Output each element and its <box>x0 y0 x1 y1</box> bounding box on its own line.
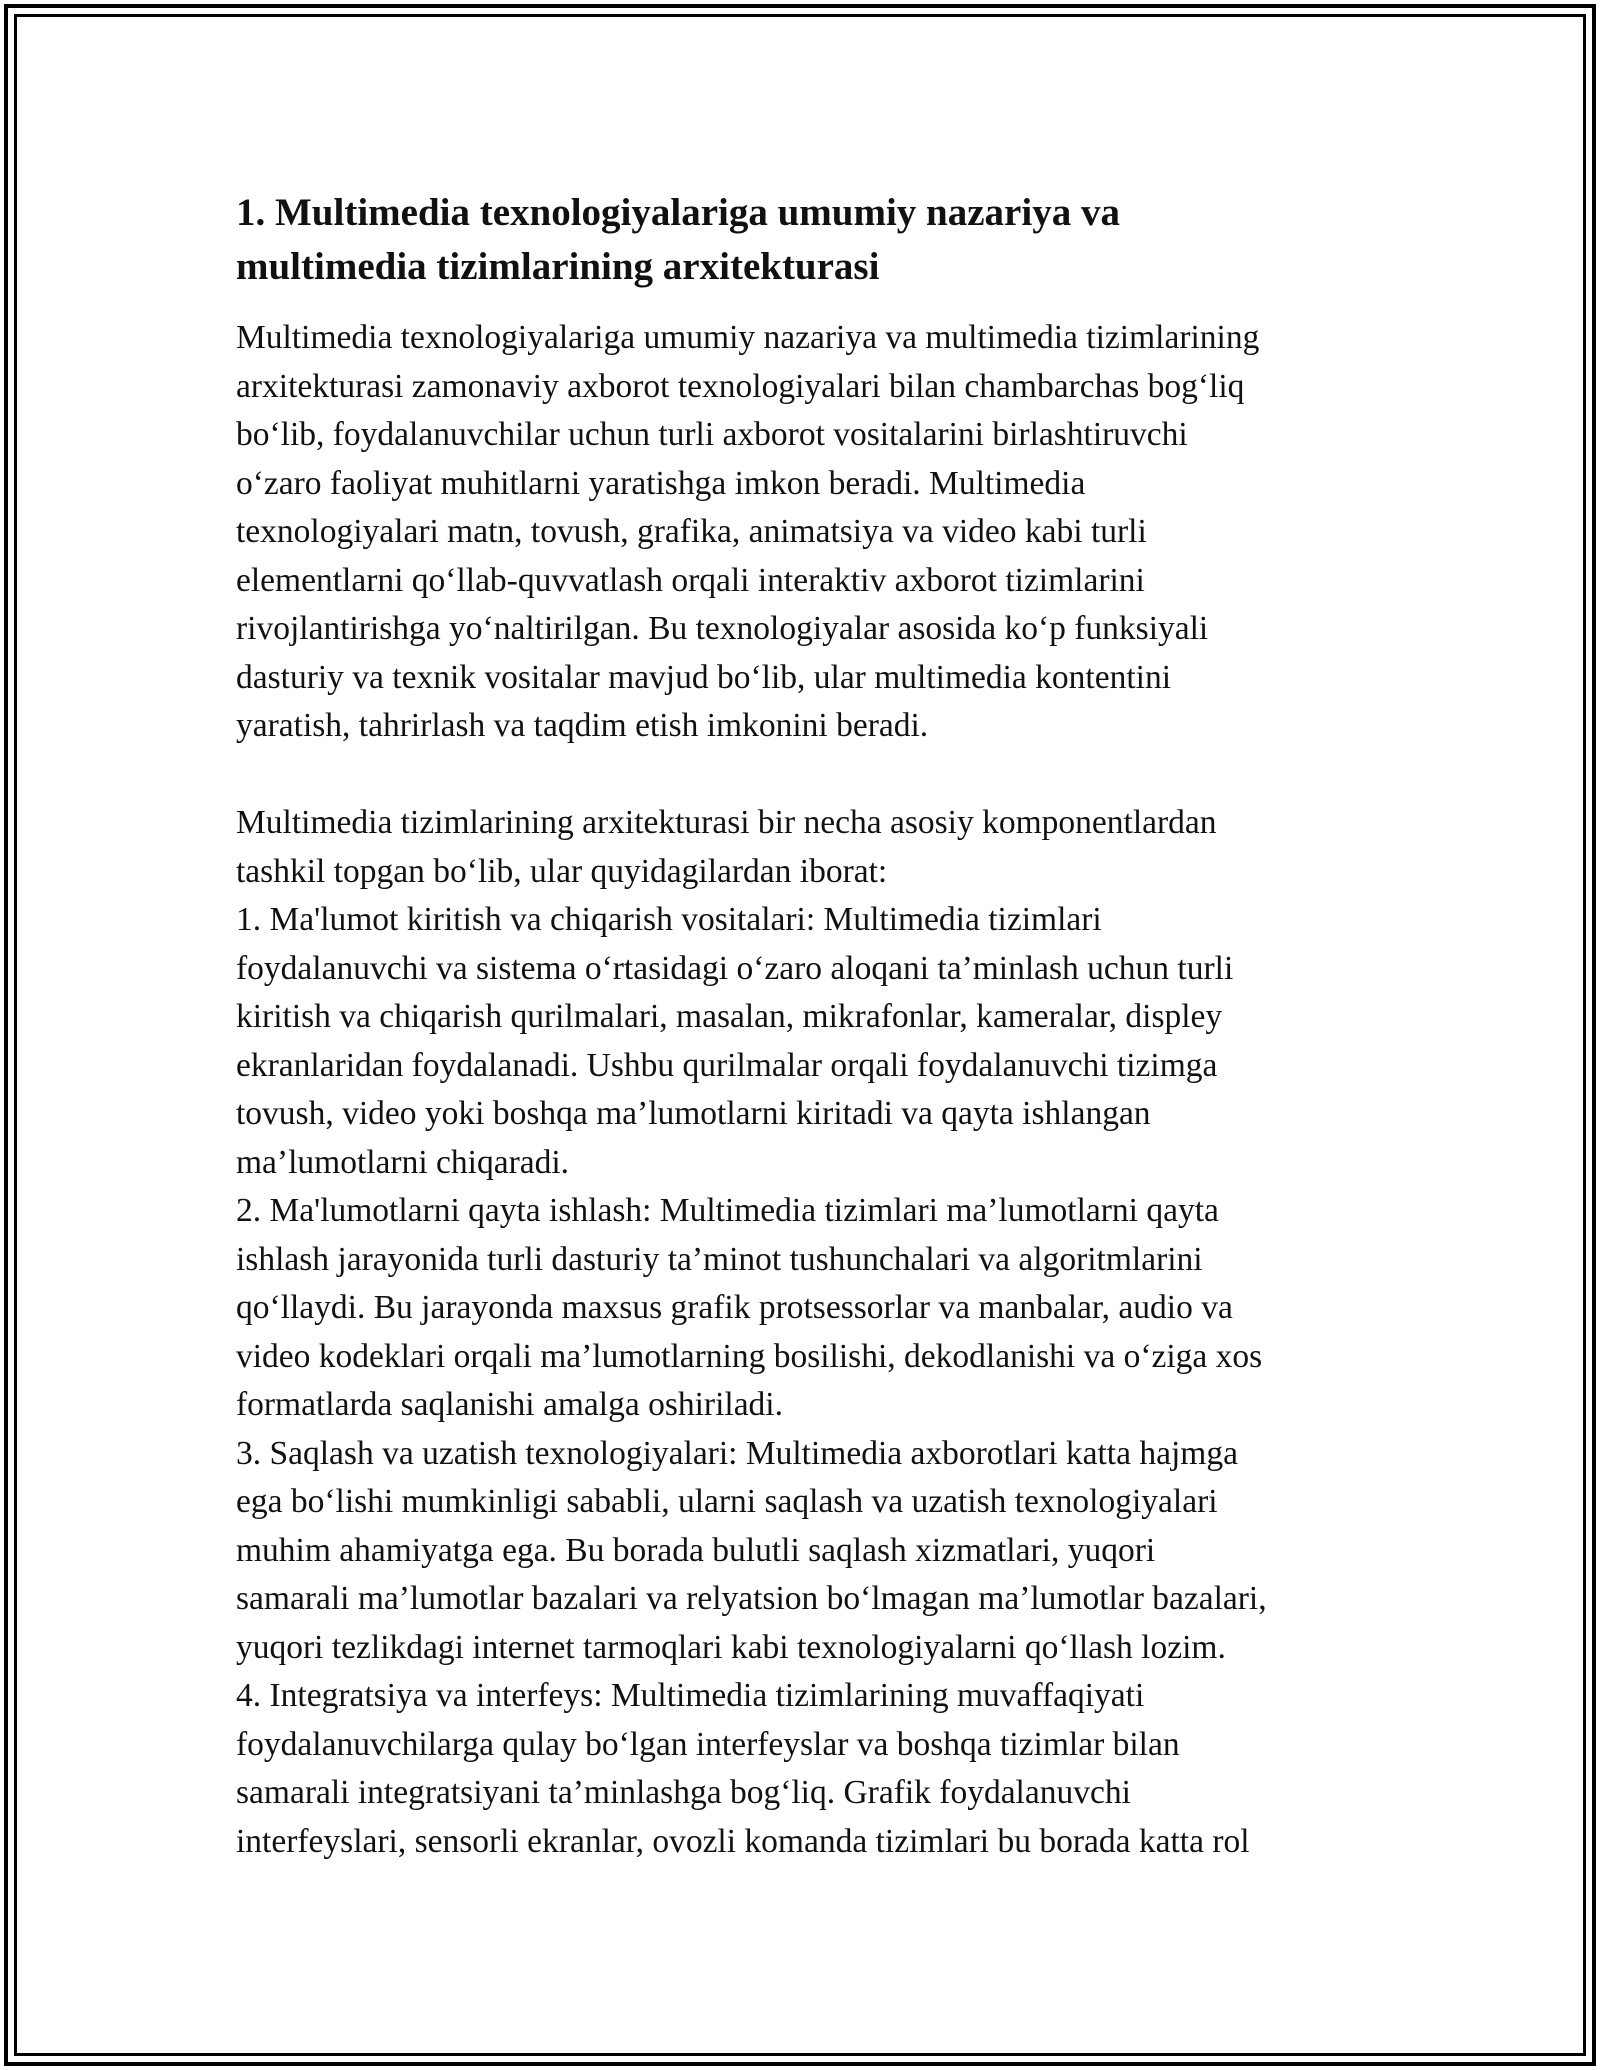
list-item-1-line: kiritish va chiqarish qurilmalari, masalan, mikrafonlar, kameralar, displey <box>236 998 1223 1035</box>
text-line: dasturiy va texnik vositalar mavjud bo‘lib, ular multimedia kontentini <box>236 658 1172 696</box>
text-line: o‘zaro faoliyat muhitlarni yaratishga imkon beradi. Multimedia <box>236 464 1086 502</box>
text-line: elementlarni qo‘llab-quvvatlash orqali interaktiv axborot tizimlarini <box>236 561 1145 599</box>
heading-line: 1. Multimedia texnologiyalariga umumiy nazariya va <box>236 191 1120 234</box>
paragraph-gap <box>236 751 1396 800</box>
text-line: texnologiyalari matn, tovush, grafika, animatsiya va video kabi turli <box>236 513 1147 550</box>
text-line: arxitekturasi zamonaviy axborot texnologiyalari bilan chambarchas bog‘liq <box>236 367 1245 405</box>
text-line: Multimedia texnologiyalariga umumiy nazariya va multimedia tizimlarining <box>236 319 1260 356</box>
list-item-2-line: video kodeklari orqali ma’lumotlarning bosilishi, dekodlanishi va o‘ziga xos <box>236 1337 1263 1375</box>
architecture-paragraph <box>236 799 1396 1866</box>
list-item-2-line: 2. Ma'lumotlarni qayta ishlash: Multimedia tizimlari ma’lumotlarni qayta <box>236 1192 1219 1229</box>
list-item-1-line: foydalanuvchi va sistema o‘rtasidagi o‘zaro aloqani ta’minlash uchun turli <box>236 949 1234 987</box>
text-line: Multimedia tizimlarining arxitekturasi bir necha asosiy komponentlardan <box>236 804 1217 841</box>
list-item-4-line: samarali integratsiyani ta’minlashga bog‘liq. Grafik foydalanuvchi <box>236 1774 1131 1811</box>
text-line: rivojlantirishga yo‘naltirilgan. Bu texnologiyalar asosida ko‘p funksiyali <box>236 610 1209 647</box>
document-content <box>236 186 1396 1866</box>
text-line: yaratish, tahrirlash va taqdim etish imkonini beradi. <box>236 707 929 744</box>
text-line: bo‘lib, foydalanuvchilar uchun turli axborot vositalarini birlashtiruvchi <box>236 416 1188 453</box>
list-item-1-line: ekranlaridan foydalanadi. Ushbu qurilmalar orqali foydalanuvchi tizimga <box>236 1046 1218 1084</box>
heading-line: multimedia tizimlarining arxitekturasi <box>236 245 880 288</box>
list-item-2-line: formatlarda saqlanishi amalga oshiriladi. <box>236 1386 783 1423</box>
list-item-1-line: 1. Ma'lumot kiritish va chiqarish vositalari: Multimedia tizimlari <box>236 901 1102 938</box>
list-item-2-line: qo‘llaydi. Bu jarayonda maxsus grafik protsessorlar va manbalar, audio va <box>236 1289 1233 1326</box>
section-heading <box>236 186 1396 294</box>
list-item-3-line: muhim ahamiyatga ega. Bu borada bulutli saqlash xizmatlari, yuqori <box>236 1531 1156 1569</box>
list-item-3-line: 3. Saqlash va uzatish texnologiyalari: Multimedia axborotlari katta hajmga <box>236 1434 1238 1472</box>
list-item-4-line: interfeyslari, sensorli ekranlar, ovozli komanda tizimlari bu borada katta rol <box>236 1822 1250 1860</box>
list-item-3-line: yuqori tezlikdagi internet tarmoqlari kabi texnologiyalarni qo‘llash lozim. <box>236 1628 1226 1666</box>
list-item-1-line: ma’lumotlarni chiqaradi. <box>236 1143 570 1181</box>
list-item-3-line: ega bo‘lishi mumkinligi sababli, ularni saqlash va uzatish texnologiyalari <box>236 1483 1218 1520</box>
text-line: tashkil topgan bo‘lib, ular quyidagilardan iborat: <box>236 852 888 890</box>
list-item-1-line: tovush, video yoki boshqa ma’lumotlarni kiritadi va qayta ishlangan <box>236 1095 1151 1132</box>
intro-paragraph <box>236 314 1396 751</box>
list-item-4-line: 4. Integratsiya va interfeys: Multimedia tizimlarining muvaffaqiyati <box>236 1677 1145 1714</box>
list-item-2-line: ishlash jarayonida turli dasturiy ta’minot tushunchalari va algoritmlarini <box>236 1240 1203 1278</box>
list-item-3-line: samarali ma’lumotlar bazalari va relyatsion bo‘lmagan ma’lumotlar bazalari, <box>236 1580 1267 1617</box>
list-item-4-line: foydalanuvchilarga qulay bo‘lgan interfeyslar va boshqa tizimlar bilan <box>236 1725 1180 1763</box>
